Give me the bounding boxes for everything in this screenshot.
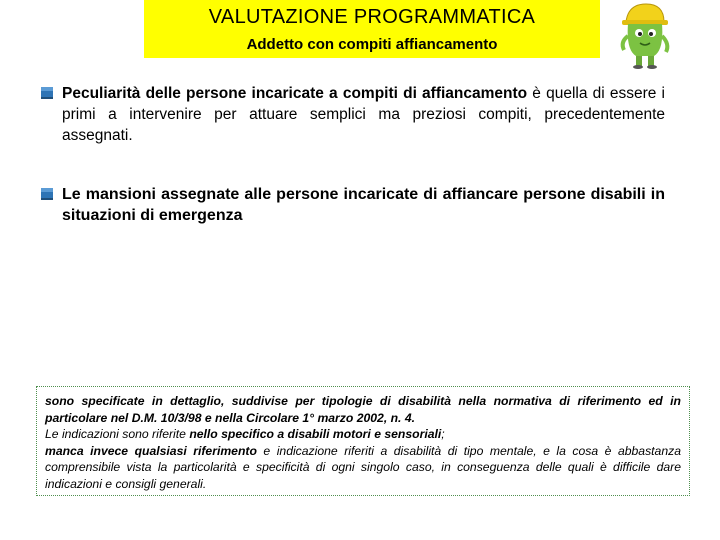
note-normativa-text: sono specificate in dettaglio, suddivise per tipologie di disabilità nella normativa di riferimento ed in particolare nel D.M. 10/3/98 e nella Circolare 1° marzo 2002, n. 4. bbox=[45, 394, 681, 425]
checkbox-bullet-icon bbox=[40, 187, 54, 201]
bullet-text: Le mansioni assegnate alle persone incaricate di affiancare persone disabili in situazioni di emergenza bbox=[62, 186, 665, 224]
note-emphasis-text: nello specifico a disabili motori e sensoriali bbox=[189, 427, 442, 441]
bullet-item-mansioni bbox=[40, 184, 665, 226]
note-indicazioni-line bbox=[45, 426, 681, 443]
title-banner bbox=[144, 0, 600, 58]
bullet-lead-text: Peculiarità delle persone incaricate a compiti di affiancamento bbox=[62, 85, 528, 102]
note-text: Le indicazioni sono riferite bbox=[45, 427, 190, 441]
note-emphasis-text: manca invece qualsiasi riferimento bbox=[45, 443, 257, 458]
note-riferimento-line bbox=[45, 443, 681, 493]
page-subtitle: Addetto con compiti affiancamento bbox=[246, 36, 498, 53]
note-box bbox=[36, 386, 690, 496]
checkbox-bullet-icon bbox=[40, 86, 54, 100]
page-title: VALUTAZIONE PROGRAMMATICA bbox=[208, 6, 536, 28]
bullet-rest-text: è quella di essere i primi a intervenire per attuare semplici ma preziosi compiti, precedentemente assegnati. bbox=[62, 85, 665, 144]
bullet-text bbox=[40, 83, 665, 146]
bullet-item-affiancamento bbox=[40, 83, 665, 146]
note-text: ; bbox=[441, 427, 445, 441]
worker-mascot-icon bbox=[614, 0, 674, 70]
note-text: e indicazione riferiti a disabilità di tipo mentale, e la cosa è abbastanza comprensibile vista la particolarità e specificità di ogni singolo caso, in conseguenza delle quali è difficile dare indicazioni e consigli generali. bbox=[45, 443, 681, 491]
